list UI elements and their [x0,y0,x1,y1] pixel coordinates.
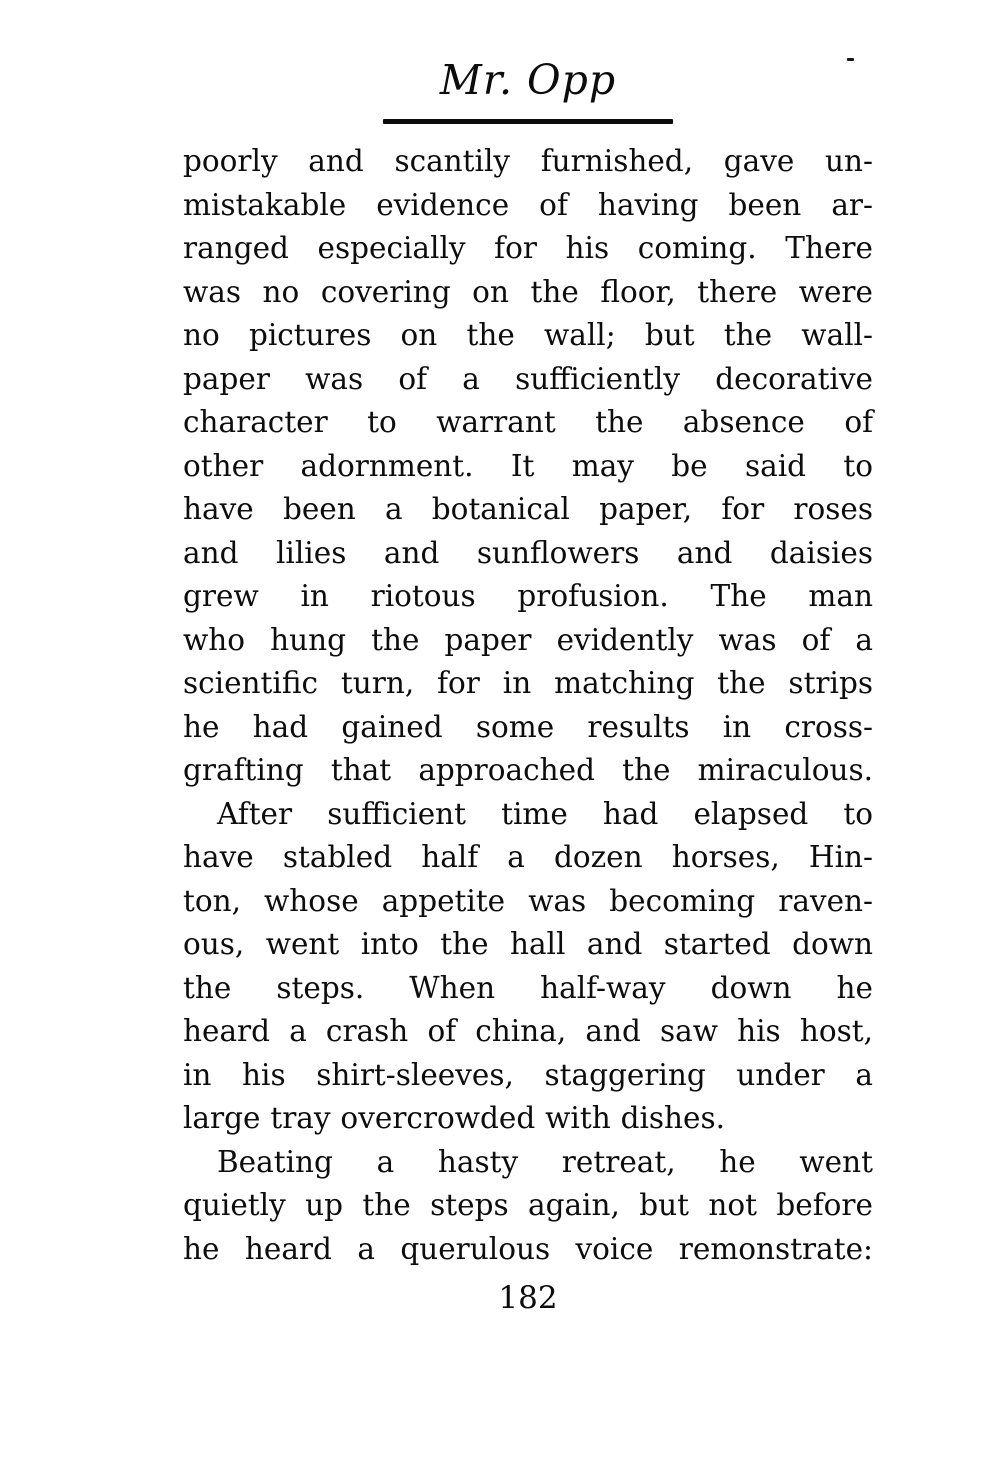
text-line: large tray overcrowded with dishes. [183,1101,726,1135]
text-line: have stabled half a dozen horses, Hin- [183,840,873,874]
text-line: in his shirt-sleeves, staggering under a [183,1057,873,1092]
text-line: he heard a querulous voice remonstrate: [183,1231,873,1266]
text-line: character to warrant the absence of [183,405,873,439]
text-line: the steps. When half-way down he [183,970,873,1005]
page-number: 182 [498,1280,558,1316]
text-line: paper was of a sufficiently decorative [183,361,873,396]
text-line: ranged especially for his coming. There [183,231,873,265]
text-line: poorly and scantily furnished, gave un- [183,144,873,178]
text-line: he had gained some results in cross- [183,709,873,744]
body-text [183,140,873,1271]
text-line: quietly up the steps again, but not before [183,1188,873,1222]
text-line: was no covering on the floor, there were [183,274,873,309]
text-line: ton, whose appetite was becoming raven- [183,883,873,918]
title-rule [383,119,673,124]
text-line: heard a crash of china, and saw his host, [183,1014,873,1048]
text-line: other adornment. It may be said to [183,448,873,483]
text-line: mistakable evidence of having been ar- [183,187,873,222]
text-line: no pictures on the wall; but the wall- [183,318,873,352]
text-line: ous, went into the hall and started down [183,927,873,961]
text-line: who hung the paper evidently was of a [183,622,873,657]
text-line: grafting that approached the miraculous. [183,753,873,787]
page-content [183,0,873,1476]
text-line: scientific turn, for in matching the strips [183,666,873,700]
text-line: Beating a hasty retreat, he went [217,1144,873,1179]
text-line: have been a botanical paper, for roses [183,492,873,526]
text-line: After sufficient time had elapsed to [217,796,873,831]
running-head-title: Mr. Opp [439,56,617,104]
text-line: grew in riotous profusion. The man [183,579,873,613]
text-line: and lilies and sunflowers and daisies [183,535,873,570]
